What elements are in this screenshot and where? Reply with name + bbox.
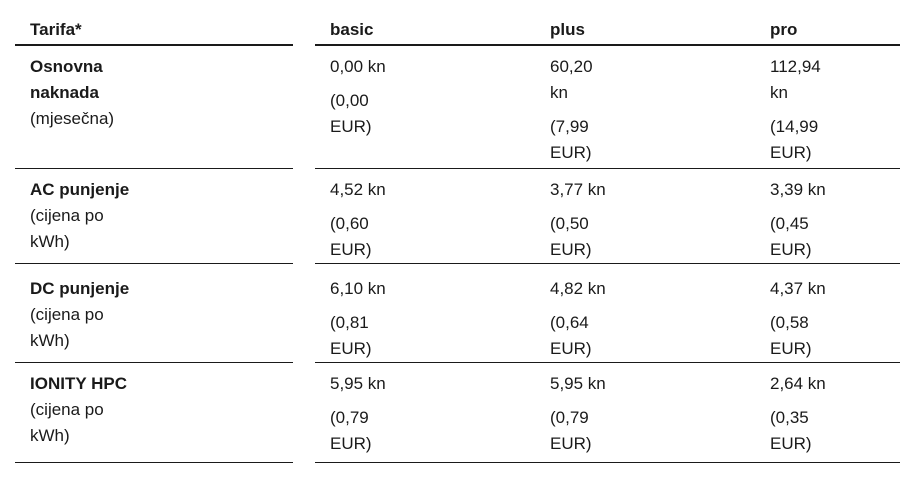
price-cell <box>550 371 606 457</box>
price-cell <box>550 54 593 166</box>
price-kn: 60,20 <box>550 57 593 76</box>
price-eur: EUR) <box>550 339 592 358</box>
price-cell <box>550 276 606 362</box>
price-kn: kn <box>550 83 568 102</box>
header-rule-left <box>15 44 293 46</box>
price-kn: 4,52 kn <box>330 180 386 199</box>
price-kn: 3,39 kn <box>770 180 826 199</box>
row-separator-right <box>315 168 900 169</box>
price-kn: 0,00 kn <box>330 57 386 76</box>
header-rule-right <box>315 44 900 46</box>
price-kn: 4,37 kn <box>770 279 826 298</box>
price-kn: kn <box>770 83 788 102</box>
price-eur: EUR) <box>770 240 812 259</box>
row-separator-left <box>15 462 293 463</box>
price-cell <box>770 54 821 166</box>
price-eur: EUR) <box>770 143 812 162</box>
row-separator-left <box>15 263 293 264</box>
row-label: IONITY HPC (cijena po kWh) <box>30 374 127 445</box>
price-kn: 112,94 <box>770 57 821 76</box>
price-kn: 5,95 kn <box>550 374 606 393</box>
price-eur: (7,99 <box>550 117 589 136</box>
price-eur: EUR) <box>550 434 592 453</box>
row-label: Osnovna naknada (mjesečna) <box>30 57 115 128</box>
price-cell <box>330 177 386 263</box>
price-eur: (0,64 <box>550 313 589 332</box>
header-basic: basic <box>330 20 374 39</box>
row-label: DC punjenje (cijena po kWh) <box>30 279 130 350</box>
price-eur: (0,60 <box>330 214 369 233</box>
header-tarifa: Tarifa* <box>30 20 82 39</box>
price-eur: (0,00 <box>330 91 369 110</box>
price-kn: 3,77 kn <box>550 180 606 199</box>
row-label: AC punjenje (cijena po kWh) <box>30 180 130 251</box>
price-cell <box>770 177 826 263</box>
price-eur: EUR) <box>330 240 372 259</box>
price-kn: 6,10 kn <box>330 279 386 298</box>
price-cell <box>330 54 386 140</box>
row-separator-right <box>315 362 900 363</box>
price-cell <box>330 371 386 457</box>
price-kn: 5,95 kn <box>330 374 386 393</box>
price-eur: (0,79 <box>330 408 369 427</box>
price-kn: 4,82 kn <box>550 279 606 298</box>
price-eur: (0,58 <box>770 313 809 332</box>
price-eur: (0,79 <box>550 408 589 427</box>
price-eur: EUR) <box>770 434 812 453</box>
price-cell <box>770 371 826 457</box>
price-cell <box>550 177 606 263</box>
price-eur: (0,35 <box>770 408 809 427</box>
row-separator-right <box>315 462 900 463</box>
price-eur: EUR) <box>330 434 372 453</box>
price-eur: (0,81 <box>330 313 369 332</box>
price-eur: EUR) <box>550 143 592 162</box>
price-cell <box>770 276 826 362</box>
row-separator-left <box>15 362 293 363</box>
header-pro: pro <box>770 20 798 39</box>
price-eur: (0,50 <box>550 214 589 233</box>
price-eur: EUR) <box>330 339 372 358</box>
price-eur: EUR) <box>770 339 812 358</box>
price-eur: (14,99 <box>770 117 819 136</box>
header-plus: plus <box>550 20 585 39</box>
price-kn: 2,64 kn <box>770 374 826 393</box>
row-separator-right <box>315 263 900 264</box>
price-eur: (0,45 <box>770 214 809 233</box>
row-separator-left <box>15 168 293 169</box>
price-eur: EUR) <box>550 240 592 259</box>
price-cell <box>330 276 386 362</box>
price-eur: EUR) <box>330 117 372 136</box>
